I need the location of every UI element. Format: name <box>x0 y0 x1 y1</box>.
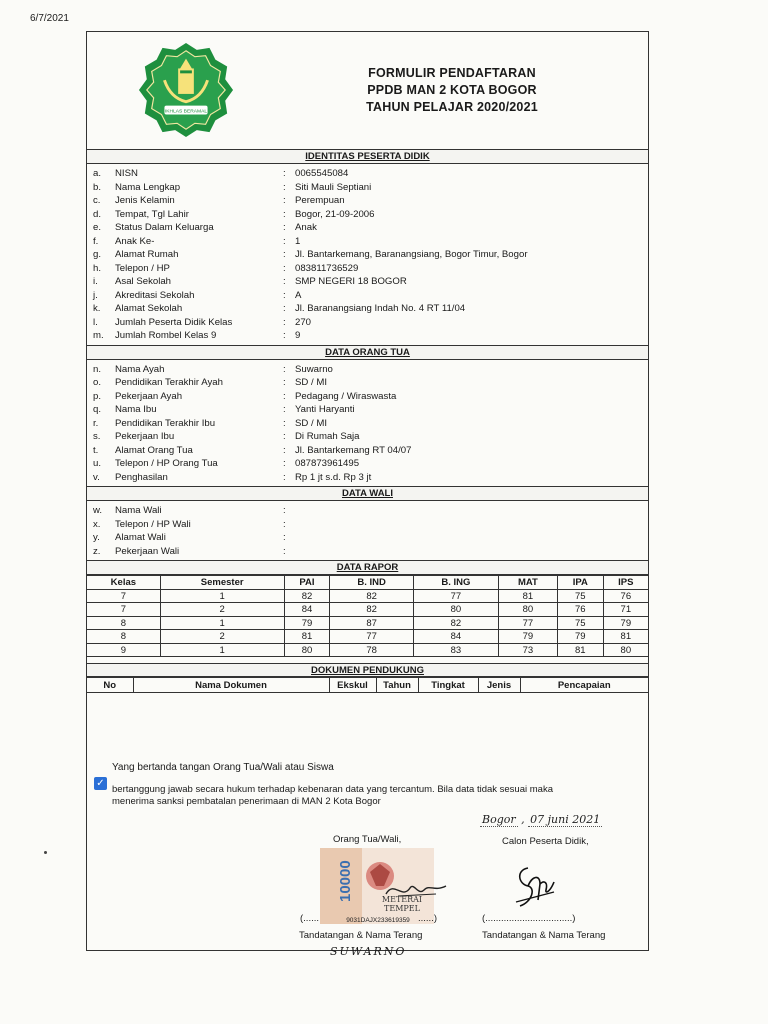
declaration-line-2: menerima sanksi pembatalan penerimaan di MAN 2 Kota Bogor <box>112 796 381 807</box>
rapor-cell: 80 <box>603 643 648 657</box>
field-value: 087873961495 <box>295 458 360 469</box>
section-heading-identitas: IDENTITAS PESERTA DIDIK <box>87 150 648 164</box>
field-letter: m. <box>93 330 104 341</box>
rapor-column-header: B. IND <box>330 576 414 590</box>
rapor-cell: 9 <box>87 643 160 657</box>
field-colon: : <box>283 249 286 260</box>
field-row <box>87 289 648 303</box>
stamp-text-1: METERAI <box>381 895 423 904</box>
rapor-cell: 81 <box>603 630 648 644</box>
field-row <box>87 194 648 208</box>
rapor-cell: 78 <box>330 643 414 657</box>
field-letter: l. <box>93 316 98 328</box>
signature-place-date: Bogor , 07 juni 2021 <box>482 813 601 826</box>
scan-speck <box>44 851 47 854</box>
rapor-cell: 1 <box>160 643 284 657</box>
parent-name-paren-left: (...... <box>300 913 319 924</box>
rapor-row <box>87 603 648 617</box>
rapor-cell: 81 <box>284 630 330 644</box>
stamp-value: 10000 <box>337 860 354 902</box>
rapor-cell: 80 <box>413 603 498 617</box>
field-colon: : <box>283 471 286 483</box>
field-row <box>87 248 648 262</box>
field-value: SD / MI <box>295 417 327 429</box>
field-letter: c. <box>93 195 101 206</box>
rapor-cell: 76 <box>603 589 648 603</box>
dokumen-column-header: Pencapaian <box>520 678 648 693</box>
field-value <box>295 531 648 545</box>
field-label: Jumlah Rombel Kelas 9 <box>115 330 217 341</box>
rapor-cell: 79 <box>284 616 330 630</box>
field-colon: : <box>283 363 286 375</box>
field-value: Rp 1 jt s.d. Rp 3 jt <box>295 471 372 483</box>
field-label: Pendidikan Terakhir Ibu <box>115 417 216 429</box>
field-colon: : <box>283 208 286 220</box>
rapor-cell: 83 <box>413 643 498 657</box>
field-row <box>87 504 648 518</box>
field-value: 1 <box>295 235 301 247</box>
field-letter: f. <box>93 235 99 247</box>
dokumen-column-header: Jenis <box>478 678 520 693</box>
field-row <box>87 221 648 235</box>
field-row <box>87 275 648 289</box>
field-letter: k. <box>93 303 101 314</box>
rapor-cell: 8 <box>87 630 160 644</box>
rapor-cell: 75 <box>557 616 603 630</box>
field-colon: : <box>283 377 286 388</box>
field-label: Pendidikan Terakhir Ayah <box>115 377 223 388</box>
field-row <box>87 262 648 276</box>
field-value: 270 <box>295 316 312 328</box>
field-label: Telepon / HP <box>115 262 170 274</box>
field-row <box>87 403 648 417</box>
rapor-cell: 7 <box>87 603 160 617</box>
field-colon: : <box>283 181 286 193</box>
section-heading-orang-tua: DATA ORANG TUA <box>87 346 648 360</box>
rapor-cell: 77 <box>413 589 498 603</box>
field-colon: : <box>283 417 286 429</box>
field-value: Pedagang / Wiraswasta <box>295 390 397 402</box>
field-letter: i. <box>93 276 98 287</box>
field-colon: : <box>283 222 286 233</box>
signature-place: Bogor <box>482 813 516 826</box>
field-label: NISN <box>115 168 138 179</box>
rapor-cell: 2 <box>160 630 284 644</box>
field-row <box>87 417 648 431</box>
declaration-line-1: bertanggung jawab secara hukum terhadap kebenaran data yang tercantum. Bila data tidak sesuai maka <box>112 784 553 795</box>
rapor-table <box>87 575 648 657</box>
field-label: Alamat Orang Tua <box>115 444 193 456</box>
field-label: Penghasilan <box>115 471 168 483</box>
field-letter: t. <box>93 444 99 456</box>
field-label: Nama Lengkap <box>115 181 181 193</box>
declaration-intro: Yang bertanda tangan Orang Tua/Wali atau Siswa <box>112 762 334 773</box>
parent-name-handwritten: SUWARNO <box>330 945 407 958</box>
rapor-cell: 81 <box>557 643 603 657</box>
field-label: Jenis Kelamin <box>115 195 175 206</box>
field-row <box>87 545 648 559</box>
field-label: Status Dalam Keluarga <box>115 222 214 233</box>
field-colon: : <box>283 431 286 442</box>
rapor-cell: 82 <box>330 589 414 603</box>
student-signature-caption: Tandatangan & Nama Terang <box>482 930 606 941</box>
field-row <box>87 316 648 330</box>
field-value: Bogor, 21-09-2006 <box>295 208 375 220</box>
field-letter: d. <box>93 208 102 220</box>
field-colon: : <box>283 532 286 544</box>
field-label: Jumlah Peserta Didik Kelas <box>115 316 233 328</box>
rapor-cell: 82 <box>284 589 330 603</box>
field-letter: x. <box>93 518 101 530</box>
student-name-paren: (.................................) <box>482 913 576 924</box>
field-label: Akreditasi Sekolah <box>115 289 195 301</box>
field-value: 9 <box>295 330 301 341</box>
title-line-3: TAHUN PELAJAR 2020/2021 <box>366 100 538 114</box>
field-label: Alamat Wali <box>115 532 166 544</box>
rapor-cell: 1 <box>160 589 284 603</box>
field-letter: u. <box>93 458 102 469</box>
rapor-cell: 82 <box>330 603 414 617</box>
field-value: Suwarno <box>295 363 333 375</box>
field-label: Asal Sekolah <box>115 276 171 287</box>
field-value: 083811736529 <box>295 262 359 274</box>
field-row <box>87 376 648 390</box>
rapor-cell: 73 <box>498 643 557 657</box>
rapor-cell: 79 <box>557 630 603 644</box>
field-label: Pekerjaan Ibu <box>115 431 175 442</box>
field-colon: : <box>283 458 286 469</box>
field-letter: n. <box>93 363 102 375</box>
field-label: Pekerjaan Ayah <box>115 390 183 402</box>
field-colon: : <box>283 390 286 402</box>
stamp-serial: 9031DAJX233619359 <box>346 917 410 924</box>
field-label: Alamat Sekolah <box>115 303 183 314</box>
rapor-column-header: B. ING <box>413 576 498 590</box>
field-letter: z. <box>93 545 101 557</box>
field-letter: p. <box>93 390 102 402</box>
declaration-text <box>112 784 637 808</box>
rapor-cell: 80 <box>284 643 330 657</box>
rapor-cell: 77 <box>330 630 414 644</box>
signature-date: 07 juni 2021 <box>530 813 601 826</box>
rapor-cell: 2 <box>160 603 284 617</box>
parent-signature-caption: Tandatangan & Nama Terang <box>299 930 423 941</box>
field-letter: e. <box>93 222 102 233</box>
rapor-cell: 79 <box>498 630 557 644</box>
field-row <box>87 430 648 444</box>
field-letter: s. <box>93 431 101 442</box>
field-row <box>87 167 648 181</box>
field-letter: v. <box>93 471 100 483</box>
rapor-column-header: IPS <box>603 576 648 590</box>
field-value: SMP NEGERI 18 BOGOR <box>295 276 407 287</box>
field-colon: : <box>283 444 286 456</box>
field-value: 0065545084 <box>295 168 349 179</box>
field-row <box>87 329 648 343</box>
field-value <box>295 504 648 518</box>
rapor-cell: 8 <box>87 616 160 630</box>
rapor-cell: 77 <box>498 616 557 630</box>
field-colon: : <box>283 545 286 557</box>
field-colon: : <box>283 195 286 206</box>
section-heading-dokumen: DOKUMEN PENDUKUNG <box>87 663 648 677</box>
section-heading-wali: DATA WALI <box>87 487 648 501</box>
field-letter: g. <box>93 249 102 260</box>
logo-banner-text: IKHLAS BERAMAL <box>164 109 208 115</box>
rapor-cell: 81 <box>498 589 557 603</box>
field-colon: : <box>283 276 286 287</box>
field-row <box>87 302 648 316</box>
field-label: Anak Ke- <box>115 235 155 247</box>
rapor-cell: 1 <box>160 616 284 630</box>
field-letter: q. <box>93 404 102 415</box>
field-colon: : <box>283 262 286 274</box>
rapor-cell: 84 <box>284 603 330 617</box>
field-colon: : <box>283 505 286 516</box>
title-line-2: PPDB MAN 2 KOTA BOGOR <box>367 83 537 97</box>
dokumen-column-header: No <box>87 678 133 693</box>
field-colon: : <box>283 518 286 530</box>
dokumen-column-header: Tahun <box>376 678 418 693</box>
field-value: Jl. Bantarkemang, Baranangsiang, Bogor Timur, Bogor <box>295 249 528 260</box>
parent-name-paren-close: ......) <box>418 913 437 924</box>
field-colon: : <box>283 289 286 301</box>
dokumen-column-header: Ekskul <box>329 678 376 693</box>
field-label: Nama Wali <box>115 505 162 516</box>
field-label: Nama Ibu <box>115 404 157 415</box>
rapor-column-header: MAT <box>498 576 557 590</box>
field-letter: a. <box>93 168 102 179</box>
field-value: Yanti Haryanti <box>295 404 355 415</box>
field-letter: j. <box>93 289 98 301</box>
field-colon: : <box>283 404 286 415</box>
rapor-cell: 79 <box>603 616 648 630</box>
field-label: Telepon / HP Orang Tua <box>115 458 218 469</box>
dokumen-table <box>87 677 648 693</box>
rapor-row <box>87 589 648 603</box>
field-row <box>87 208 648 222</box>
wali-fields <box>87 501 648 561</box>
field-row <box>87 471 648 485</box>
field-letter: h. <box>93 262 102 274</box>
field-row <box>87 235 648 249</box>
student-signature-icon <box>510 862 560 914</box>
field-letter: r. <box>93 417 99 429</box>
field-row <box>87 181 648 195</box>
field-label: Pekerjaan Wali <box>115 545 180 557</box>
rapor-column-header: PAI <box>284 576 330 590</box>
identitas-fields <box>87 164 648 346</box>
field-row <box>87 518 648 532</box>
rapor-cell: 87 <box>330 616 414 630</box>
field-colon: : <box>283 168 286 179</box>
field-value: SD / MI <box>295 377 327 388</box>
parent-signature-icon <box>381 876 448 904</box>
field-label: Telepon / HP Wali <box>115 518 191 530</box>
rapor-column-header: Kelas <box>87 576 160 590</box>
field-label: Tempat, Tgl Lahir <box>115 208 189 220</box>
kemenag-logo-icon <box>137 41 235 139</box>
field-letter: w. <box>93 505 103 516</box>
rapor-cell: 82 <box>413 616 498 630</box>
rapor-row <box>87 643 648 657</box>
field-row <box>87 363 648 377</box>
rapor-cell: 71 <box>603 603 648 617</box>
declaration-checkbox[interactable]: ✓ <box>94 777 107 790</box>
field-row <box>87 457 648 471</box>
stamp-text-2: TEMPEL <box>384 904 420 913</box>
field-letter: b. <box>93 181 102 193</box>
field-label: Nama Ayah <box>115 363 165 375</box>
section-heading-rapor: DATA RAPOR <box>87 561 648 575</box>
field-letter: y. <box>93 532 100 544</box>
rapor-cell: 80 <box>498 603 557 617</box>
rapor-cell: 76 <box>557 603 603 617</box>
field-value: Di Rumah Saja <box>295 431 360 442</box>
parent-signature-label: Orang Tua/Wali, <box>333 834 402 845</box>
rapor-column-header: Semester <box>160 576 284 590</box>
field-value: Anak <box>295 222 317 233</box>
form-title <box>317 65 587 116</box>
field-value <box>295 545 648 559</box>
field-row <box>87 444 648 458</box>
field-value <box>295 518 648 532</box>
field-value: Siti Mauli Septiani <box>295 181 372 193</box>
field-value: A <box>295 289 302 301</box>
field-colon: : <box>283 235 286 247</box>
field-value: Perempuan <box>295 195 345 206</box>
field-letter: o. <box>93 377 102 388</box>
rapor-cell: 84 <box>413 630 498 644</box>
title-line-1: FORMULIR PENDAFTARAN <box>368 66 536 80</box>
field-value: Jl. Bantarkemang RT 04/07 <box>295 444 412 456</box>
field-value: Jl. Baranangsiang Indah No. 4 RT 11/04 <box>295 303 466 314</box>
field-label: Alamat Rumah <box>115 249 179 260</box>
rapor-cell: 7 <box>87 589 160 603</box>
dokumen-column-header: Tingkat <box>418 678 478 693</box>
student-signature-label: Calon Peserta Didik, <box>502 836 589 847</box>
rapor-row <box>87 616 648 630</box>
field-colon: : <box>283 330 286 341</box>
field-colon: : <box>283 303 286 314</box>
rapor-row <box>87 630 648 644</box>
field-row <box>87 390 648 404</box>
form-header <box>87 32 648 150</box>
dokumen-column-header: Nama Dokumen <box>133 678 329 693</box>
orang-tua-fields <box>87 360 648 488</box>
rapor-column-header: IPA <box>557 576 603 590</box>
field-row <box>87 531 648 545</box>
print-date: 6/7/2021 <box>30 13 69 24</box>
field-colon: : <box>283 316 286 328</box>
rapor-cell: 75 <box>557 589 603 603</box>
